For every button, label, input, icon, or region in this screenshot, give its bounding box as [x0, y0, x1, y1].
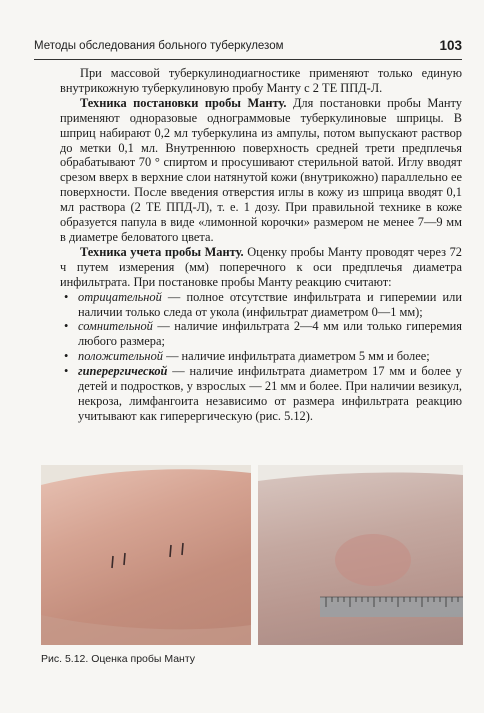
reaction-text: — наличие инфильтрата 2—4 мм или только гиперемия любого размера; — [78, 319, 462, 349]
reaction-list — [60, 290, 462, 424]
body-text — [60, 66, 462, 424]
list-item — [60, 290, 462, 320]
page-number: 103 — [439, 38, 462, 53]
header-rule — [34, 59, 462, 60]
forearm-illustration-right — [258, 465, 463, 645]
list-item — [60, 319, 462, 349]
bullet-icon: • — [64, 319, 69, 334]
bullet-icon: • — [64, 289, 69, 304]
figure-caption: Рис. 5.12. Оценка пробы Манту — [41, 653, 196, 665]
reaction-text: — наличие инфильтрата диаметром 17 мм и более у детей и подростков, у взрослых — 21 мм и более. При наличии везикул, некроза, лимфангоита независимо от размера инфильтрата реакцию учитывают как гиперергическую (рис. 5.12). — [78, 364, 462, 423]
ruler-icon — [320, 597, 463, 617]
figure-5-12 — [41, 465, 463, 645]
bullet-icon: • — [64, 364, 69, 379]
evaluation-text: Оценку пробы Манту проводят через 72 ч путем измерения (мм) поперечного к оси предплечья диаметра инфильтрата. При постановке пробы Манту реакцию считают: — [60, 244, 462, 289]
bullet-icon: • — [64, 349, 69, 364]
list-item — [60, 349, 462, 364]
running-title: Методы обследования больного туберкулезом — [34, 40, 284, 52]
reaction-term: гиперергической — [78, 364, 168, 379]
forearm-photo-right — [258, 465, 463, 645]
technique-text: Для постановки пробы Манту применяют одноразовые однограммовые туберкулиновые шприцы. В шприц набирают 0,2 мл туберкулина из ампулы, потом выпускают раствор до метки 0,1 мл. Внутреннюю поверхность средней трети предплечья обрабатывают 70 ° спиртом и просушивают стерильной ватой. Иглу вводят срезом вверх в верхние слои натянутой кожи (внутрикожно) параллельно ее поверхности. После введения отверстия иглы в кожу из шприца вводят 0,1 мл раствора (2 ТЕ ППД-Л), т. е. 1 дозу. При правильной технике в коже образуется папула в виде «лимонной корочки» размером не менее 7—9 мм в диаметре беловатого цвета. — [60, 95, 462, 244]
reaction-text: — наличие инфильтрата диаметром 5 мм и более; — [162, 349, 430, 364]
reaction-term: сомнительной — [78, 319, 153, 334]
forearm-photo-left — [41, 465, 251, 645]
reaction-text: — полное отсутствие инфильтрата и гиперемии или наличии только следа от укола (инфильтрат диаметром 0—1 мм); — [78, 289, 462, 319]
forearm-illustration-left — [41, 465, 251, 645]
paragraph-evaluation — [60, 245, 462, 290]
paragraph-technique — [60, 96, 462, 245]
evaluation-heading: Техника учета пробы Манту. — [80, 244, 244, 259]
reaction-term: положительной — [78, 349, 163, 364]
reaction-term: отрицательной — [78, 289, 162, 304]
page-header — [34, 38, 462, 58]
list-item — [60, 364, 462, 424]
paragraph-intro: При массовой туберкулинодиагностике применяют только единую внутрикожную туберкулиновую пробу Манту с 2 ТЕ ППД-Л. — [60, 66, 462, 95]
technique-heading: Техника постановки пробы Манту. — [80, 95, 287, 110]
